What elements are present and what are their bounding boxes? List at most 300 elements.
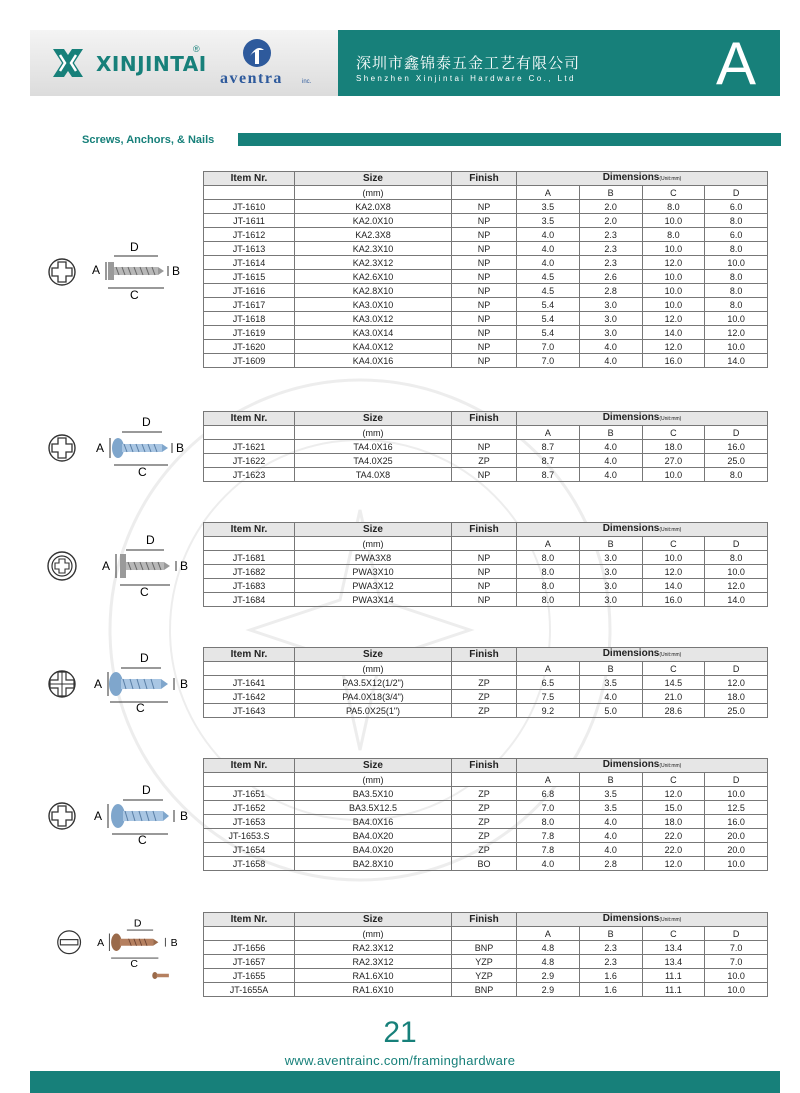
cell-dim-c: 8.0 [642,228,705,242]
screw-drawing-ra [44,916,194,986]
cell-finish: NP [452,593,517,607]
cell-size: PA4.0X18(3/4") [295,690,452,704]
table-row [204,284,768,298]
table-subheader-row [204,662,768,676]
table-row [204,787,768,801]
cell-dim-c: 8.0 [642,200,705,214]
cell-dim-d: 20.0 [705,843,768,857]
cell-size: KA2.6X10 [295,270,452,284]
dimensions-label: Dimensions [602,648,660,659]
col-finish-header: Finish [452,412,517,426]
cell-dim-a: 8.0 [517,565,580,579]
cell-size: KA2.3X12 [295,256,452,270]
cell-dim-a: 4.0 [517,242,580,256]
cell-item-number: JT-1615 [204,270,295,284]
cell-dim-b: 4.0 [579,843,642,857]
cell-finish: ZP [452,829,517,843]
cell-dim-b: 3.0 [579,326,642,340]
screw-drawing-pwa [44,530,194,600]
cell-item-number: JT-1617 [204,298,295,312]
dim-d-label: D [705,927,768,941]
cell-dim-a: 6.8 [517,787,580,801]
cell-dim-c: 16.0 [642,593,705,607]
table-row [204,704,768,718]
spec-table [203,912,768,997]
cell-size: BA3.5X10 [295,787,452,801]
svg-text:D: D [146,533,155,547]
cell-dim-c: 14.0 [642,579,705,593]
cell-dim-c: 12.0 [642,857,705,871]
website-link[interactable]: www.aventrainc.com/framinghardware [284,1053,516,1068]
cell-dim-c: 18.0 [642,815,705,829]
cell-dim-c: 10.0 [642,214,705,228]
col-item-header: Item Nr. [204,759,295,773]
registered-mark: ® [193,44,200,54]
dim-b-label: B [579,186,642,200]
cell-dim-b: 2.3 [579,256,642,270]
cell-dim-a: 5.4 [517,312,580,326]
col-dimensions-header [517,412,768,426]
cell-dim-d: 8.0 [705,214,768,228]
col-dimensions-header [517,648,768,662]
cell-dim-d: 12.0 [705,676,768,690]
cell-dim-b: 4.0 [579,340,642,354]
unit-label: (Unit:mm) [659,763,682,769]
cell-dim-a: 3.5 [517,214,580,228]
cell-dim-a: 8.0 [517,579,580,593]
cell-dim-d: 8.0 [705,551,768,565]
cell-finish: NP [452,284,517,298]
cell-size: KA3.0X10 [295,298,452,312]
cell-dim-b: 3.0 [579,312,642,326]
cell-finish: NP [452,440,517,454]
dim-d-label: D [705,662,768,676]
cell-dim-b: 2.3 [579,941,642,955]
pozi-head-icon [49,671,75,697]
svg-text:B: B [170,936,178,949]
cell-item-number: JT-1616 [204,284,295,298]
col-dimensions-header [517,523,768,537]
cell-finish: YZP [452,969,517,983]
cell-dim-b: 3.0 [579,551,642,565]
cell-size: KA3.0X12 [295,312,452,326]
cell-finish: ZP [452,843,517,857]
table-header-row [204,172,768,186]
table-row [204,690,768,704]
cell-dim-a: 5.4 [517,298,580,312]
cell-dim-d: 6.0 [705,200,768,214]
cell-dim-a: 4.5 [517,270,580,284]
dim-b-label: B [579,927,642,941]
table-row [204,815,768,829]
table-row [204,200,768,214]
section-letter: A [716,30,757,97]
size-unit: (mm) [295,537,452,551]
phillips-head-icon [49,803,75,829]
cell-size: TA4.0X8 [295,468,452,482]
cell-dim-d: 6.0 [705,228,768,242]
cell-dim-a: 4.5 [517,284,580,298]
cell-finish: ZP [452,815,517,829]
cell-item-number: JT-1684 [204,593,295,607]
cell-size: PA3.5X12(1/2") [295,676,452,690]
cell-dim-a: 4.0 [517,857,580,871]
cell-dim-c: 18.0 [642,440,705,454]
svg-text:C: C [130,288,139,302]
cell-dim-a: 7.0 [517,340,580,354]
slotted-head-icon [58,931,81,954]
cell-dim-d: 7.0 [705,941,768,955]
table-row [204,843,768,857]
table-header-row [204,759,768,773]
dim-c-label: C [642,186,705,200]
size-unit: (mm) [295,927,452,941]
col-size-header: Size [295,913,452,927]
cell-dim-b: 2.0 [579,200,642,214]
table-row [204,354,768,368]
cell-dim-c: 21.0 [642,690,705,704]
dim-b-label: B [579,773,642,787]
dim-a-label: A [517,537,580,551]
cell-item-number: JT-1621 [204,440,295,454]
cell-finish: NP [452,256,517,270]
cell-finish: ZP [452,690,517,704]
cell-item-number: JT-1641 [204,676,295,690]
cell-size: BA4.0X16 [295,815,452,829]
cell-dim-d: 10.0 [705,983,768,997]
cell-item-number: JT-1655 [204,969,295,983]
empty-cell [452,773,517,787]
cell-size: TA4.0X16 [295,440,452,454]
svg-text:D: D [133,917,142,930]
empty-cell [204,662,295,676]
phillips-washer-head-icon [48,552,76,580]
cell-dim-b: 4.0 [579,690,642,704]
cell-finish: NP [452,551,517,565]
size-unit: (mm) [295,186,452,200]
cell-dim-d: 10.0 [705,340,768,354]
dim-d-label: D [705,537,768,551]
spec-table [203,758,768,871]
spec-table [203,647,768,718]
footer-bar [30,1071,780,1093]
cell-dim-b: 1.6 [579,983,642,997]
cell-dim-c: 13.4 [642,941,705,955]
table-row [204,270,768,284]
cell-item-number: JT-1657 [204,955,295,969]
cell-dim-d: 10.0 [705,312,768,326]
svg-text:A: A [96,441,105,455]
cell-dim-c: 12.0 [642,787,705,801]
cell-item-number: JT-1610 [204,200,295,214]
cell-finish: NP [452,565,517,579]
table-header-row [204,523,768,537]
cell-dim-b: 3.0 [579,593,642,607]
empty-cell [452,662,517,676]
cell-dim-a: 4.8 [517,941,580,955]
cell-dim-c: 27.0 [642,454,705,468]
dim-c-label: C [642,773,705,787]
svg-text:D: D [140,651,149,665]
table-subheader-row [204,927,768,941]
cell-size: RA2.3X12 [295,941,452,955]
size-unit: (mm) [295,426,452,440]
phillips-head-icon [49,435,75,461]
cell-size: PWA3X8 [295,551,452,565]
cell-dim-d: 20.0 [705,829,768,843]
cell-dim-c: 22.0 [642,829,705,843]
cell-dim-a: 7.5 [517,690,580,704]
cell-item-number: JT-1654 [204,843,295,857]
cell-dim-d: 10.0 [705,256,768,270]
cell-dim-c: 15.0 [642,801,705,815]
cell-item-number: JT-1683 [204,579,295,593]
cell-size: RA1.6X10 [295,969,452,983]
aventra-brand: aventra [220,70,283,87]
cell-finish: BO [452,857,517,871]
cell-finish: BNP [452,983,517,997]
table-header-row [204,412,768,426]
cell-dim-b: 1.6 [579,969,642,983]
cell-dim-c: 12.0 [642,340,705,354]
cell-finish: NP [452,200,517,214]
dimensions-label: Dimensions [602,759,660,770]
size-unit: (mm) [295,773,452,787]
cell-dim-b: 3.5 [579,787,642,801]
cell-item-number: JT-1653.S [204,829,295,843]
cell-item-number: JT-1611 [204,214,295,228]
col-size-header: Size [295,648,452,662]
brand-name: XINJINTAI [96,52,207,76]
cell-dim-c: 10.0 [642,242,705,256]
section-title-bar [238,133,781,146]
cell-dim-b: 3.0 [579,565,642,579]
aventra-inc: inc. [302,79,312,85]
dim-a-label: A [517,186,580,200]
unit-label: (Unit:mm) [659,527,682,533]
cell-item-number: JT-1609 [204,354,295,368]
cell-size: RA2.3X12 [295,955,452,969]
dim-b-label: B [579,537,642,551]
svg-text:D: D [130,240,139,254]
cell-item-number: JT-1655A [204,983,295,997]
table-row [204,214,768,228]
cell-dim-d: 18.0 [705,690,768,704]
table-row [204,593,768,607]
col-finish-header: Finish [452,172,517,186]
spec-table [203,411,768,482]
col-size-header: Size [295,759,452,773]
dim-a-label: A [517,927,580,941]
cell-finish: NP [452,228,517,242]
dimensions-label: Dimensions [602,412,660,423]
cell-finish: ZP [452,801,517,815]
cell-item-number: JT-1658 [204,857,295,871]
empty-cell [204,773,295,787]
cell-dim-b: 3.0 [579,298,642,312]
cell-dim-a: 2.9 [517,983,580,997]
cell-size: BA4.0X20 [295,843,452,857]
cell-dim-d: 10.0 [705,969,768,983]
col-dimensions-header [517,172,768,186]
cell-dim-a: 7.0 [517,354,580,368]
cell-size: KA2.0X8 [295,200,452,214]
company-name-english: Shenzhen Xinjintai Hardware Co., Ltd [356,74,576,83]
cell-size: KA4.0X12 [295,340,452,354]
col-finish-header: Finish [452,759,517,773]
cell-dim-a: 8.7 [517,440,580,454]
cell-size: KA3.0X14 [295,326,452,340]
cell-finish: BNP [452,941,517,955]
header-company-bar [338,30,780,96]
cell-dim-a: 8.7 [517,468,580,482]
cell-dim-c: 10.0 [642,468,705,482]
cell-dim-c: 14.0 [642,326,705,340]
cell-dim-d: 10.0 [705,857,768,871]
cell-finish: NP [452,270,517,284]
dim-b-label: B [579,426,642,440]
col-finish-header: Finish [452,523,517,537]
cell-dim-b: 2.0 [579,214,642,228]
cell-dim-b: 3.5 [579,801,642,815]
svg-text:D: D [142,783,151,797]
dim-d-label: D [705,773,768,787]
dim-c-label: C [642,662,705,676]
cell-size: KA2.0X10 [295,214,452,228]
cell-dim-d: 8.0 [705,242,768,256]
svg-text:B: B [180,677,189,691]
cell-dim-b: 4.0 [579,354,642,368]
cell-finish: NP [452,354,517,368]
screw-drawing-ta [44,412,194,482]
dimensions-label: Dimensions [602,913,660,924]
col-item-header: Item Nr. [204,172,295,186]
dim-c-label: C [642,927,705,941]
cell-dim-d: 8.0 [705,270,768,284]
svg-text:A: A [92,263,101,277]
table-subheader-row [204,426,768,440]
cell-size: TA4.0X25 [295,454,452,468]
cell-item-number: JT-1620 [204,340,295,354]
table-row [204,983,768,997]
table-row [204,256,768,270]
table-row [204,969,768,983]
cell-dim-a: 3.5 [517,200,580,214]
dim-c-label: C [642,426,705,440]
cell-size: KA4.0X16 [295,354,452,368]
cell-size: PWA3X14 [295,593,452,607]
cell-dim-d: 25.0 [705,704,768,718]
cell-dim-c: 10.0 [642,298,705,312]
svg-text:A: A [94,809,103,823]
cell-finish: NP [452,214,517,228]
empty-cell [204,927,295,941]
svg-text:C: C [138,465,147,479]
cell-finish: NP [452,340,517,354]
aventra-logo-icon [242,38,272,68]
cell-item-number: JT-1653 [204,815,295,829]
dim-a-label: A [517,773,580,787]
cell-size: KA2.3X8 [295,228,452,242]
table-row [204,955,768,969]
cell-dim-a: 7.0 [517,801,580,815]
cell-size: PA5.0X25(1") [295,704,452,718]
svg-text:A: A [97,936,105,949]
cell-size: RA1.6X10 [295,983,452,997]
unit-label: (Unit:mm) [659,652,682,658]
cell-finish: NP [452,242,517,256]
cell-dim-b: 4.0 [579,815,642,829]
svg-text:B: B [172,264,181,278]
section-title: Screws, Anchors, & Nails [82,134,215,146]
col-finish-header: Finish [452,648,517,662]
table-subheader-row [204,186,768,200]
cell-dim-a: 7.8 [517,829,580,843]
cell-dim-c: 13.4 [642,955,705,969]
cell-dim-b: 2.3 [579,955,642,969]
table-row [204,829,768,843]
cell-item-number: JT-1614 [204,256,295,270]
table-row [204,312,768,326]
cell-dim-d: 25.0 [705,454,768,468]
cell-item-number: JT-1618 [204,312,295,326]
svg-text:D: D [142,415,151,429]
unit-label: (Unit:mm) [659,917,682,923]
col-item-header: Item Nr. [204,913,295,927]
cell-dim-b: 3.0 [579,579,642,593]
col-finish-header: Finish [452,913,517,927]
cell-dim-c: 11.1 [642,969,705,983]
table-subheader-row [204,537,768,551]
cell-size: PWA3X10 [295,565,452,579]
cell-item-number: JT-1622 [204,454,295,468]
cell-finish: ZP [452,454,517,468]
cell-finish: NP [452,326,517,340]
cell-item-number: JT-1652 [204,801,295,815]
dimensions-label: Dimensions [602,172,660,183]
cell-dim-c: 10.0 [642,270,705,284]
cell-item-number: JT-1656 [204,941,295,955]
table-header-row [204,913,768,927]
table-subheader-row [204,773,768,787]
svg-text:C: C [130,957,138,970]
spec-table [203,171,768,368]
cell-item-number: JT-1619 [204,326,295,340]
cell-finish: ZP [452,676,517,690]
cell-dim-a: 7.8 [517,843,580,857]
cell-dim-c: 14.5 [642,676,705,690]
table-row [204,454,768,468]
empty-cell [452,927,517,941]
cell-dim-c: 10.0 [642,284,705,298]
col-size-header: Size [295,523,452,537]
screw-drawing-ka [44,236,194,306]
cell-dim-a: 4.0 [517,228,580,242]
cell-dim-d: 10.0 [705,787,768,801]
cell-finish: NP [452,312,517,326]
col-item-header: Item Nr. [204,648,295,662]
cell-size: KA2.3X10 [295,242,452,256]
cell-size: KA2.8X10 [295,284,452,298]
table-row [204,941,768,955]
screw-drawing-ba [44,780,194,850]
cell-finish: NP [452,298,517,312]
size-unit: (mm) [295,662,452,676]
cell-dim-a: 8.0 [517,593,580,607]
svg-text:A: A [102,559,111,573]
svg-text:C: C [136,701,145,715]
cell-item-number: JT-1623 [204,468,295,482]
